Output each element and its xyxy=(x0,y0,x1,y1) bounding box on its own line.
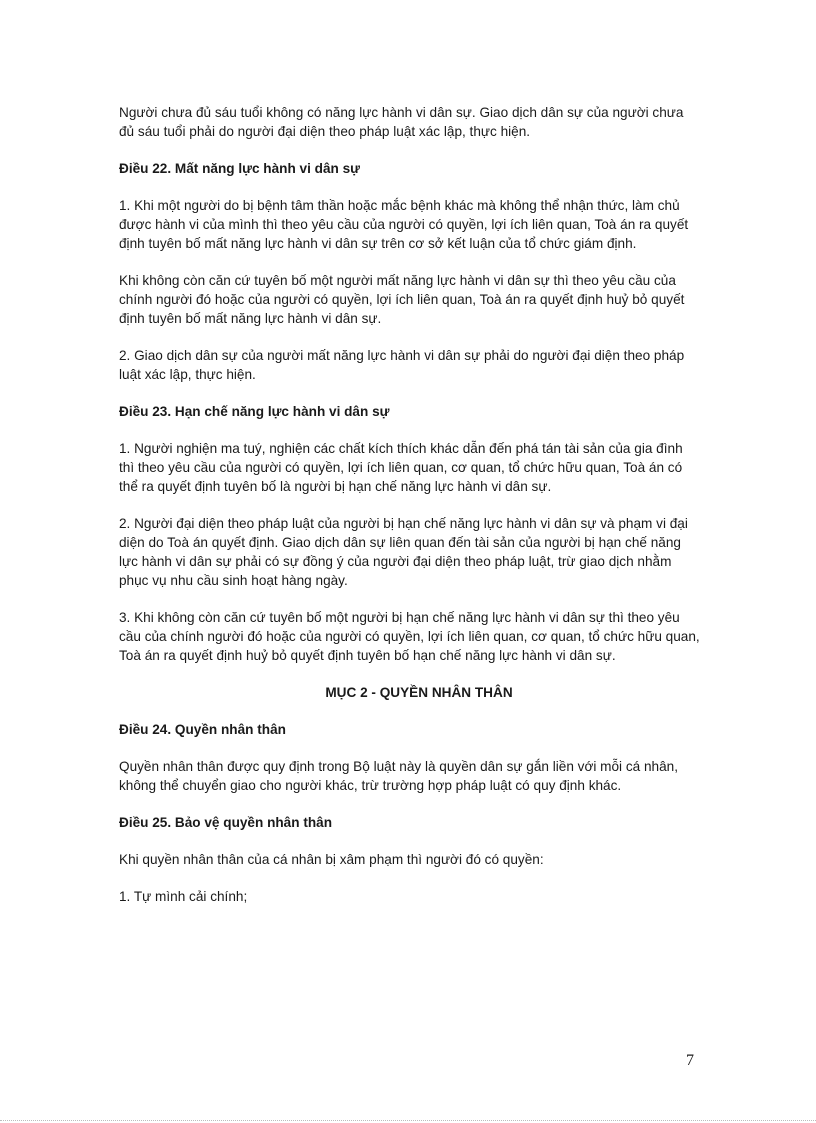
paragraph: Người chưa đủ sáu tuổi không có năng lực hành vi dân sự. Giao dịch dân sự của người chưa đủ sáu tuổi phải do người đại diện theo pháp luật xác lập, thực hiện. xyxy=(119,105,684,139)
paragraph: 3. Khi không còn căn cứ tuyên bố một người bị hạn chế năng lực hành vi dân sự thì theo yêu cầu của chính người đó hoặc của người có quyền, lợi ích liên quan, cơ quan, tổ chức hữu quan, Toà án ra quyết định huỷ bỏ quyết định tuyên bố hạn chế năng lực hành vi dân sự. xyxy=(119,610,700,663)
document-body xyxy=(119,103,701,924)
paragraph: 2. Giao dịch dân sự của người mất năng lực hành vi dân sự phải do người đại diện theo pháp luật xác lập, thực hiện. xyxy=(119,348,685,382)
paragraph: 1. Tự mình cải chính; xyxy=(119,889,248,904)
paragraph: 1. Người nghiện ma tuý, nghiện các chất kích thích khác dẫn đến phá tán tài sản của gia đình thì theo yêu cầu của người có quyền, lợi ích liên quan, cơ quan, tổ chức hữu quan, Toà án có thể ra quyết định tuyên bố là người bị hạn chế năng lực hành vi dân sự. xyxy=(119,441,683,494)
article-heading: Điều 22. Mất năng lực hành vi dân sự xyxy=(119,161,361,176)
paragraph: 1. Khi một người do bị bệnh tâm thần hoặc mắc bệnh khác mà không thể nhận thức, làm chủ được hành vi của mình thì theo yêu cầu của người có quyền, lợi ích liên quan, Toà án ra quyết định tuyên bố mất năng lực hành vi dân sự trên cơ sở kết luận của tổ chức giám định. xyxy=(119,198,689,251)
paragraph: Quyền nhân thân được quy định trong Bộ luật này là quyền dân sự gắn liền với mỗi cá nhân, không thể chuyển giao cho người khác, trừ trường hợp pháp luật có quy định khác. xyxy=(119,759,678,793)
paragraph: Khi không còn căn cứ tuyên bố một người mất năng lực hành vi dân sự thì theo yêu cầu của chính người đó hoặc của người có quyền, lợi ích liên quan, Toà án ra quyết định huỷ bỏ quyết định tuyên bố mất năng lực hành vi dân sự. xyxy=(119,273,685,326)
paragraph: Khi quyền nhân thân của cá nhân bị xâm phạm thì người đó có quyền: xyxy=(119,852,544,867)
page-number: 7 xyxy=(686,1052,694,1069)
article-heading: Điều 25. Bảo vệ quyền nhân thân xyxy=(119,815,333,830)
section-title: MỤC 2 - QUYỀN NHÂN THÂN xyxy=(325,685,513,700)
paragraph: 2. Người đại diện theo pháp luật của người bị hạn chế năng lực hành vi dân sự và phạm vi đại diện do Toà án quyết định. Giao dịch dân sự liên quan đến tài sản của người bị hạn chế năng lực hành vi dân sự phải có sự đồng ý của người đại diện theo pháp luật, trừ giao dịch nhằm phục vụ nhu cầu sinh hoạt hàng ngày. xyxy=(119,516,688,588)
article-heading: Điều 23. Hạn chế năng lực hành vi dân sự xyxy=(119,404,390,419)
page-bottom-divider xyxy=(0,1120,816,1121)
article-heading: Điều 24. Quyền nhân thân xyxy=(119,722,286,737)
